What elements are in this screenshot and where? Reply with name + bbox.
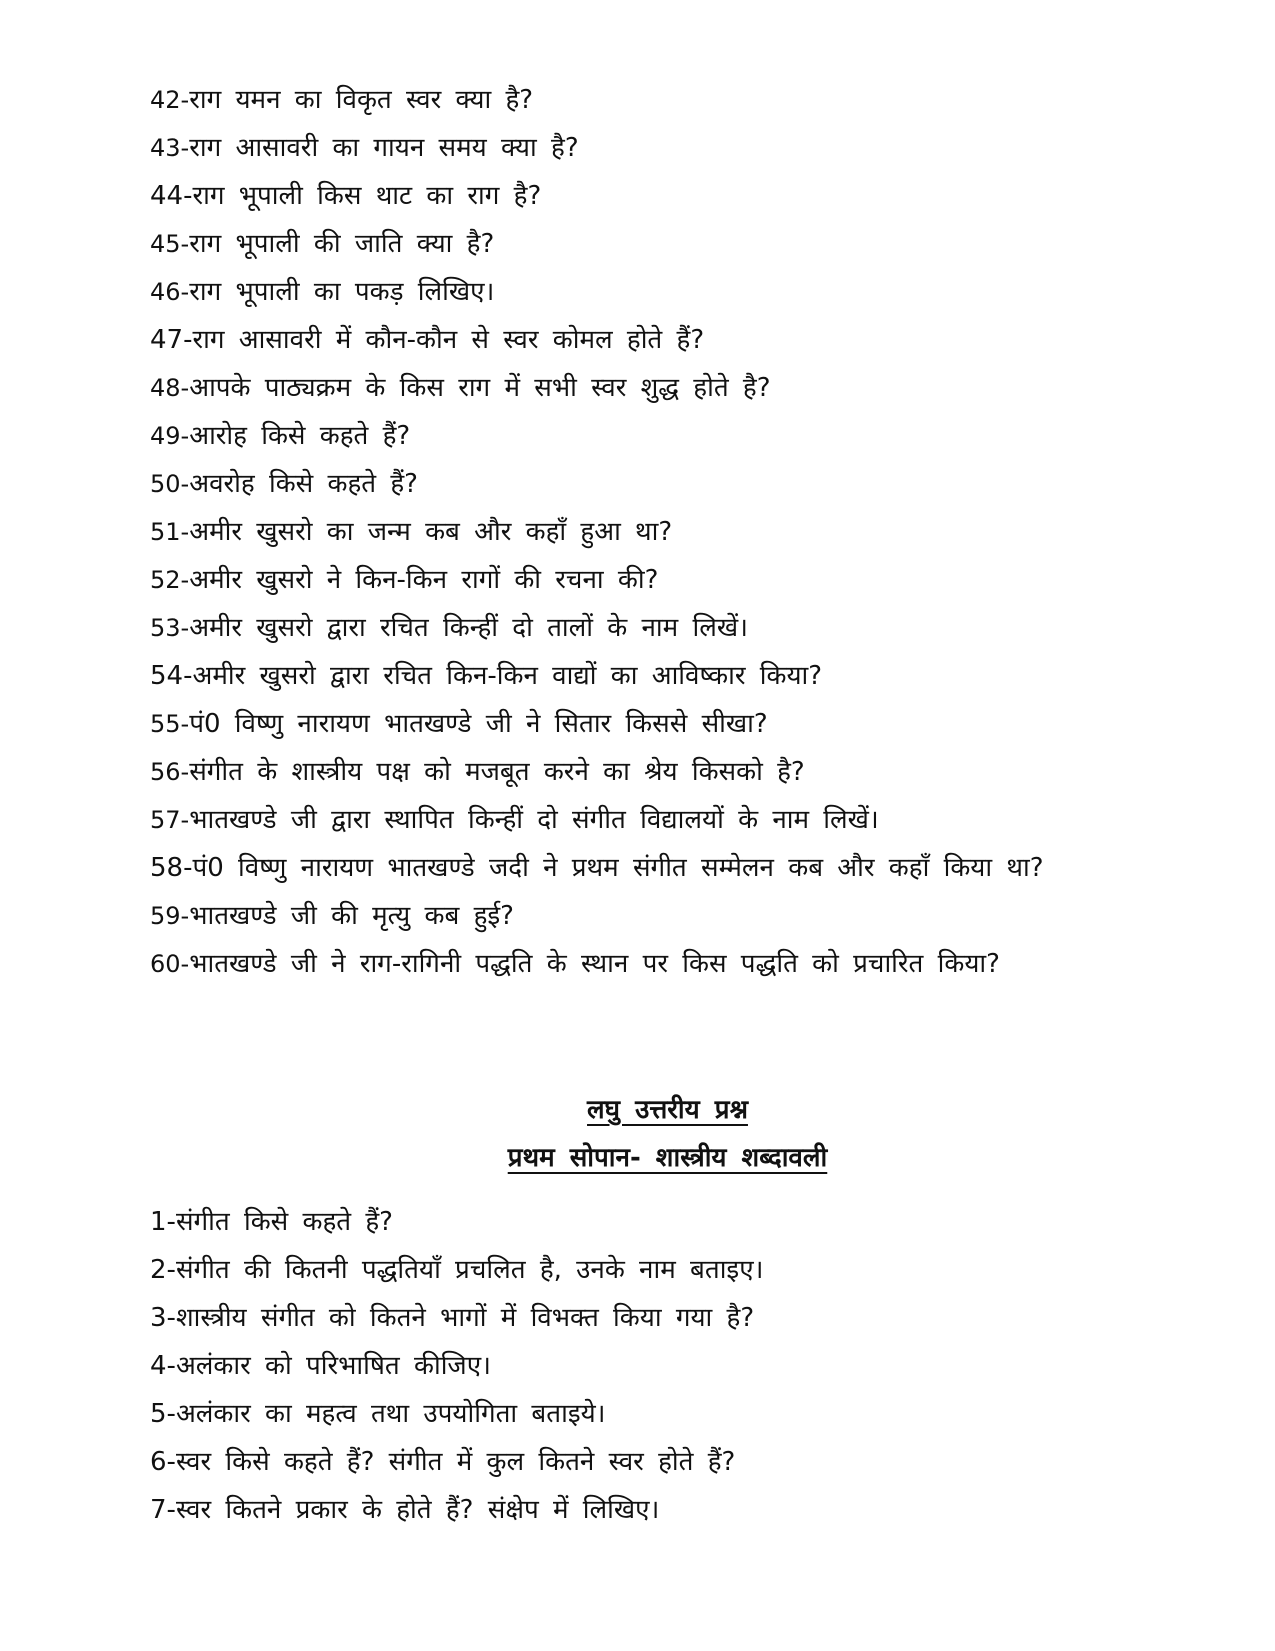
question-number: 56- xyxy=(150,758,190,786)
question-58 xyxy=(150,844,1150,892)
question-text: शास्त्रीय संगीत को कितने भागों में विभक्त किया गया है? xyxy=(175,1303,755,1333)
question-text: भातखण्डे जी की मृत्यु कब हुई? xyxy=(189,901,514,931)
question-6 xyxy=(150,1438,1150,1486)
question-text: भातखण्डे जी ने राग-रागिनी पद्धति के स्थान पर किस पद्धति को प्रचारित किया? xyxy=(189,949,1000,979)
question-1 xyxy=(150,1198,1150,1246)
question-60 xyxy=(150,940,1150,988)
question-number: 42- xyxy=(150,86,190,114)
question-number: 47- xyxy=(150,325,193,355)
question-text: राग भूपाली किस थाट का राग है? xyxy=(192,181,542,211)
question-text: भातखण्डे जी द्वारा स्थापित किन्हीं दो संगीत विद्यालयों के नाम लिखें। xyxy=(189,805,879,835)
question-text: संगीत की कितनी पद्धतियाँ प्रचलित है, उनके नाम बताइए। xyxy=(175,1255,764,1285)
question-text: आरोह किसे कहते हैं? xyxy=(189,421,411,451)
question-44 xyxy=(150,172,1150,220)
question-number: 5- xyxy=(150,1399,176,1429)
question-7 xyxy=(150,1486,1150,1534)
question-text: अवरोह किसे कहते हैं? xyxy=(189,469,418,499)
question-number: 55- xyxy=(150,710,190,738)
question-number: 53- xyxy=(150,614,190,642)
question-number: 48- xyxy=(150,374,190,402)
question-48 xyxy=(150,364,1150,412)
question-3 xyxy=(150,1294,1150,1342)
question-50 xyxy=(150,460,1150,508)
question-number: 2- xyxy=(150,1255,176,1285)
question-57 xyxy=(150,796,1150,844)
question-text: पं0 विष्णु नारायण भातखण्डे जी ने सितार किससे सीखा? xyxy=(189,709,768,739)
question-number: 59- xyxy=(150,902,190,930)
question-text: पं0 विष्णु नारायण भातखण्डे जदी ने प्रथम संगीत सम्मेलन कब और कहाँ किया था? xyxy=(192,853,1044,883)
question-text: अमीर खुसरो ने किन-किन रागों की रचना की? xyxy=(189,565,659,595)
question-47 xyxy=(150,316,1150,364)
question-number: 50- xyxy=(150,470,190,498)
question-5 xyxy=(150,1390,1150,1438)
question-53 xyxy=(150,604,1150,652)
question-number: 3- xyxy=(150,1303,176,1333)
question-text: संगीत किसे कहते हैं? xyxy=(175,1207,393,1237)
question-54 xyxy=(150,652,1150,700)
question-text: राग भूपाली का पकड़ लिखिए। xyxy=(189,277,495,307)
question-number: 60- xyxy=(150,950,190,978)
question-49 xyxy=(150,412,1150,460)
question-number: 6- xyxy=(150,1447,176,1477)
question-list-part2 xyxy=(150,1198,1150,1534)
question-text: अमीर खुसरो द्वारा रचित किन-किन वाद्यों का आविष्कार किया? xyxy=(192,661,823,691)
question-number: 52- xyxy=(150,566,190,594)
question-52 xyxy=(150,556,1150,604)
question-59 xyxy=(150,892,1150,940)
question-text: राग आसावरी में कौन-कौन से स्वर कोमल होते हैं? xyxy=(192,325,705,355)
question-number: 43- xyxy=(150,134,190,162)
question-text: स्वर कितने प्रकार के होते हैं? संक्षेप में लिखिए। xyxy=(175,1495,660,1525)
question-51 xyxy=(150,508,1150,556)
question-number: 1- xyxy=(150,1207,176,1237)
question-text: अमीर खुसरो द्वारा रचित किन्हीं दो तालों के नाम लिखें। xyxy=(189,613,748,643)
question-text: संगीत के शास्त्रीय पक्ष को मजबूत करने का श्रेय किसको है? xyxy=(189,757,805,787)
question-text: अमीर खुसरो का जन्म कब और कहाँ हुआ था? xyxy=(189,517,673,547)
question-text: अलंकार का महत्व तथा उपयोगिता बताइये। xyxy=(175,1399,606,1429)
question-number: 4- xyxy=(150,1351,176,1381)
question-list-part1 xyxy=(150,76,1150,988)
question-42 xyxy=(150,76,1150,124)
question-number: 7- xyxy=(150,1495,176,1525)
section-title: लघु उत्तरीय प्रश्न xyxy=(587,1095,748,1125)
question-text: अलंकार को परिभाषित कीजिए। xyxy=(175,1351,491,1381)
section-subtitle: प्रथम सोपान- शास्त्रीय शब्दावली xyxy=(507,1143,828,1173)
question-55 xyxy=(150,700,1150,748)
question-45 xyxy=(150,220,1150,268)
question-46 xyxy=(150,268,1150,316)
question-43 xyxy=(150,124,1150,172)
question-text: राग आसावरी का गायन समय क्या है? xyxy=(189,133,579,163)
question-text: राग यमन का विकृत स्वर क्या है? xyxy=(189,85,534,115)
question-2 xyxy=(150,1246,1150,1294)
question-number: 45- xyxy=(150,230,190,258)
question-number: 49- xyxy=(150,422,190,450)
question-number: 58- xyxy=(150,853,193,883)
question-number: 57- xyxy=(150,806,190,834)
question-number: 44- xyxy=(150,181,193,211)
question-number: 46- xyxy=(150,278,190,306)
question-56 xyxy=(150,748,1150,796)
question-4 xyxy=(150,1342,1150,1390)
question-text: आपके पाठ्यक्रम के किस राग में सभी स्वर शुद्ध होते है? xyxy=(189,373,771,403)
question-text: राग भूपाली की जाति क्या है? xyxy=(189,229,495,259)
question-number: 54- xyxy=(150,661,193,691)
question-number: 51- xyxy=(150,518,190,546)
question-text: स्वर किसे कहते हैं? संगीत में कुल कितने स्वर होते हैं? xyxy=(175,1447,736,1477)
